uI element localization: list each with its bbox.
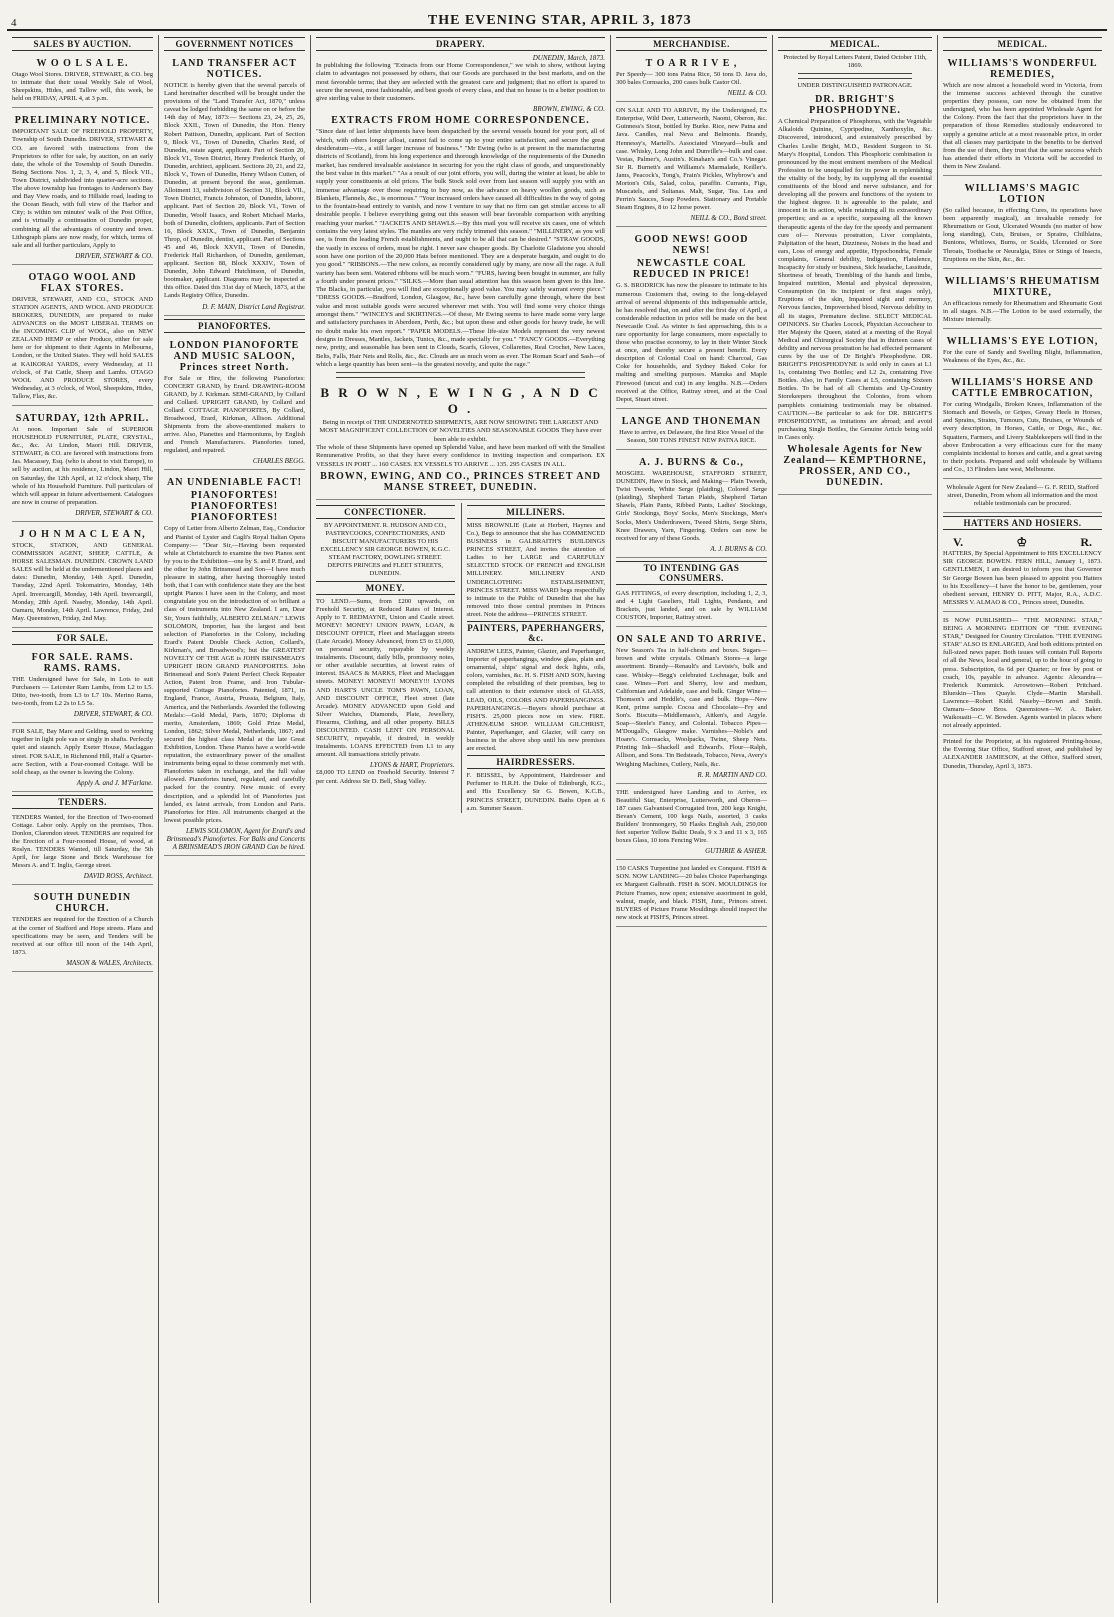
- ad-guthrie: [616, 787, 767, 861]
- ad-signature: D. F. MAIN, District Land Registrar.: [202, 302, 305, 311]
- ad-signature: BROWN, EWING, AND CO., PRINCES STREET AND MANSE STREET, DUNEDIN.: [320, 470, 601, 493]
- ad-title: W O O L S A L E.: [36, 58, 129, 69]
- ad-painters: ANDREW LEES, Painter, Glazier, and Paperhanger, Importer of paperhangings, window glass, plain and ornamental, ships' signal and deck lights, oils, colors, varnishes, &c. H. S. FISH AND SON, having completed the rebuilding of their premises, beg to call attention to their extensive stock of GLASS, LEAD, OILS, COLORS AND PAPERHANGINGS. PAPERHANGINGS.—Buyers should purchase at FISH'S. 25,000 pieces now on view. FIRE. ATHENÆUM SHOP. WILLIAM GILCHRIST, Painter, Paperhanger, and Glazier, will carry on business in the above shop until his new premises are erected.: [466, 648, 605, 753]
- ad-loan: £8,000 TO LEND on Freehold Security. Interest 7 per cent. Address Sir D. Bell, Shag Valley.: [316, 769, 455, 785]
- ad-signature: DRIVER, STEWART & CO.: [75, 508, 153, 517]
- ad-freehold-property: [12, 111, 153, 264]
- section-heading-hatters: HATTERS AND HOSIERS.: [943, 516, 1102, 530]
- ad-body: Otago Wool Stores. DRIVER, STEWART, & CO. beg to intimate that their usual Weekly Sale of Wool, Sheepskins, Hides, and Tallow will, this week, be held on FRIDAY, APRIL 4, at 3 p.m.: [12, 71, 153, 103]
- ad-body: IMPORTANT SALE OF FREEHOLD PROPERTY, Township of South Dunedin. DRIVER, STEWART & CO. are favored with instructions from the Proprietors to offer for sale, by auction, on an early date, the whole of the Township of South Dunedin. Being Sections Nos. 1, 2, 3, 4, and 5, Block VII., Town District, subdivided into quarter-acre sections. The above township has frontages to Anderson's Bay and Bay View roads, and to Hillside road, leading to the Ocean Beach, with full view of the Harbor and City; is within ten minutes' walk of the Post Office, and is virtually a continuation of Dunedin proper, combining all the advantages of country and town. Lithograph plans are now ready, for which, terms of sale and all further particulars, Apply to: [12, 128, 153, 249]
- ad-furniture-sale: [12, 409, 153, 522]
- ad-brown-ewing: [316, 381, 605, 500]
- ad-milliners: MISS BROWNLIE (Late at Herbert, Haynes and Co.), Begs to announce that she has COMMENCED BUSINESS in GALBRAITH'S BUILDINGS PRINCES STREET, And invites the attention of Ladies to her LARGE and CAREFULLY SELECTED STOCK OF FRENCH and ENGLISH MILLINERY. MILLINERY AND UNDERCLOTHING ESTABLISHMENT, PRINCES STREET. MISS WARD begs respectfully to intimate to the Public of Dunedin that she has removed into those central premises in Princes street. Note the address—PRINCES STREET.: [466, 521, 605, 618]
- section-heading-money: MONEY.: [316, 581, 455, 595]
- ad-signature: LYONS & HART, Proprietors.: [370, 761, 455, 770]
- ad-to-arrive: [616, 54, 767, 102]
- ad-piano-saloon: [164, 336, 305, 471]
- ad-body: (So called because, in effecting Cures, its operations have been apparently magical), an invaluable remedy for Rheumatism or Gout, Ulcerated Wounds (no matter of how long standing), Cuts, Bruises, or Sprains, Chilblains, Bunions, Whitlows, Burns, or Scalds, Ulcerated or Sore Throats, Toothache or Neuralgia, Bites or Stings of Insects, Eruptions on the Skin, &c., &c.: [943, 207, 1102, 263]
- ad-title: AN UNDENIABLE FACT!: [167, 477, 302, 489]
- ad-body: Which are now almost a household word in Victoria, from the immense success achieved through the curative properties they possess, can now be obtained from the undersigned, who has been appointed Wholesale Agent for the Colony. From the fact that the proprietors have in the preparation of those Remedies studiously endeavored to supply a genuine article at a most reasonable price, in order that all classes may participate in the benefits to be derived from the use of them, they trust that the same success which has attended their efforts in Victoria will be accorded to them in New Zealand.: [943, 82, 1102, 170]
- section-heading-pianofortes: PIANOFORTES.: [164, 319, 305, 333]
- ad-title: PRELIMINARY NOTICE.: [14, 115, 151, 127]
- ad-body: A Chemical Preparation of Phosphorus, with the Vegetable Alkaloids Quinine, Cypripedine, Xanthoxylin, &c. Discovered, introduced, and extensively prescribed by Charles Leslie Bright, M.D., Resident Surgeon to St. Mary's Hospital, London. This Phosphoric combination is pronounced by the most eminent members of the Medical Profession to be unequalled for its power in replenishing the vitality of the body, by its supplying all the essential constituents of the blood and nerve substance, and for developing all the powers and functions of the system to the highest degree. It is agreeable to the palate, and innocent in its action, while retaining all its extraordinary properties; and as a specific, surpassing all the known therapeutic agents of the day for the speedy and permanent cure of— Nervous prostration, Liver complaints, Palpitation of the heart, Dizziness, Noises in the head and ears, Loss of energy and appetite, Hypochondria, Female complaints, General debility, Indigestion, Flatulence, Incapacity for study or business, Sick headache, Lassitude, Shortness of breath, Trembling of the hands and limbs, Impaired nutrition, Mental and physical depression, Consumption (in its incipient or first stages only), Eruptions of the skin, Impaired sight and memory, Nervous fancies, Impoverished blood, Nervous debility in all its stages, Premature decline. SELECT MEDICAL OPINIONS. Sir Charles Locock, Physician Accoucheur to Her Majesty the Queen, stated at a meeting of the Royal Medical and Chirurgical Society that in thirteen cases of debility and nervous prostration he had effected permanent cures by the use of Dr Bright's Phosphodyne. DR. BRIGHT'S PHOSPHODYNE is sold only in cases at L1 1s, containing Two Bottles; and L2 2s, containing Five Bottles. Also, in Family Cases at L5, containing Sixteen Bottles. To be had of all Chemists and Up-Country Storekeepers throughout the Colonies, from whom pamphlets containing testimonials may be obtained. CAUTION.—Be particular to ask for DR. BRIGHT'S PHOSPHODYNE, as imitations are abroad; and avoid purchasing Single Bottles, the Genuine Article being sold in Cases only.: [778, 118, 932, 441]
- ad-body: NOTICE is hereby given that the several parcels of Land hereinafter described will be brought under the provisions of the "Land Transfer Act, 1870," unless caveat be lodged forbidding the same on or before the 14th day of May, 1873:— Sections 23, 24, 25, 26, Block XXII., Town of Dunedin, the Hon. Henry Robert Pattison, Dunedin, applicant. Part of Section 9, Block VI., Town of Dunedin, Charles Reid, of Dunedin, estate agent, applicant. Part of Section 20, Block VI., Town District, Henry Frederick Hardy, of Dunedin, architect, applicant. Sections 20, 21, and 22, Block V., Town of Dunedin, Henry Wilson Cutten, of Dunedin, at present beyond the seas, gentleman. Allotment 13, subdivision of Section 31, Block VII., Town District, Francis Johnston, of Dunedin, laborer, applicant. Part of Section 20, Block VI., Town of Dunedin, Woolf Isaacs, and Robert Michael Marks, both of Dunedin, clothiers, applicants. Part of Section 16, Block XXIX., Town of Dunedin, Benjamin Throp, of Dunedin, dentist, applicant. Part of Sections 45 and 46, Block XXVII., Town of Dunedin, Frederick Hall Richardson, of Dunedin, gentleman, applicant. Section 88, Block XXXIV., Town of Dunedin, John Edward Hutchinson, of Dunedin, bootmaker, applicant. Diagrams may be inspected at this office. Dated this 31st day of March, 1873, at the Lands Registry Office, Dunedin.: [164, 82, 305, 300]
- ad-signature: GUTHRIE & ASHER.: [705, 847, 767, 856]
- ad-body: New Season's Tea in half-chests and boxes. Sugars—brown and white crystals. Oilman's Stores—a large assortment. Brandy—Renault's and Leviste's, bulk and case. Whisky—Begg's celebrated Lochnagar, bulk and case. Wines—Port and Sherry, low and medium, Californian and Adelaide, case and bulk. Ginger Wine—Thomson's and Heddle's, case and bulk. Hops—New Kent, prime sample. Cocoa and Chocolate—Fry and Son's. Biscuits—Middlemass's, Aitken's, and Argyle. Soap—Steele's Fancy, and Colonial. Tobacco Pipes—M'Dougall's, Glasgow make. Varnishes—Noble's and Hoare's. Cornsacks, Woolpacks, Twine, Sheep Nets. Printing Ink—Shackell and Edward's. Flour—Ralph, Allison, and Sons. Tin Bedsteads, Tobacco, Neva, Avery's Weighing Machines, Cutlery, Nails, &c.: [616, 647, 767, 768]
- columns: [7, 35, 1107, 1603]
- column-government: [159, 35, 311, 1603]
- patronage-notice: UNDER DISTINGUISHED PATRONAGE.: [797, 82, 913, 90]
- ad-body: THE Undersigned have for Sale, in Lots to suit Purchasers — Leicester Ram Lambs, from L2 to L5. Ditto, two-tooth, from L3 to L7 10s. Merino Rams, two-tooth, from L2 2s to L5 5s.: [12, 675, 153, 708]
- ad-hudson: BY APPOINTMENT. R. HUDSON AND CO., PASTRYCOOKS, CONFECTIONERS, AND BISCUIT MANUFACTURERS TO HIS EXCELLENCY SIR GEORGE BOWEN, K.G.C. STEAM FACTORY, DOWLING STREET. DEPOTS PRINCES and FLEET STREETS, DUNEDIN.: [320, 521, 450, 578]
- ad-body: For curing Windgalls, Broken Knees, Inflammation of the Stomach and Bowels, or Gripes, Greasy Heels in Horses, and Sprains, Strains, Tumours, Cuts, Bruises, or Wounds of every description, in Horses, Cattle, or Dogs, &c., &c. Squatters, Farmers, and Livery Stablekeepers will find in the above Embrocation a very efficacious cure for the many complaints incidental to horses and cattle, and a great saving to their pockets. Prepared and sold wholesale by Williams and Co., 13 Flinders lane west, Melbourne.: [943, 401, 1102, 473]
- section-heading-gas: TO INTENDING GAS CONSUMERS.: [616, 561, 767, 585]
- ad-body: For Sale or Hire, the following Pianofortes: CONCERT GRAND, by Erard. DRAWING-ROOM GRAND, by J. Kirkman. SEMI-GRAND, by Collard and Collard. UPRIGHT GRAND, by Collard and Collard. COTTAGE PIANOFORTES, By Collard, Broadwood, Erard, Kirkman, Allison. Additional Shipments from the above-mentioned makers to arrive. Also, Pianettes and Harmoniums, by English and French Manufacturers. Pianofortes tuned, regulated, and repaired.: [164, 374, 305, 455]
- ad-body: THE undersigned have Landing and to Arrive, ex Beautiful Star, Enterprise, Lutterworth, and Oberon— 187 cases Galvanised Corrugated Iron, 200 kegs Knight, Bevan's Cement, 100 kegs Nails, assorted, 3 casks Builders' Ironmongery, 50 Flasks English Ash, 250,000 feet superior Yellow Baltic Deals, 9 x 3 and 11 x 3, 165 boxes Glass, 10 tons Fencing Wire.: [616, 788, 767, 845]
- ad-title: WILLIAMS'S HORSE AND CATTLE EMBROCATION,: [951, 377, 1094, 400]
- ad-body: IS NOW PUBLISHED— "THE MORNING STAR," BEING A MORNING EDITION OF "THE EVENING STAR," Designed for Country Circulation. "THE EVENING STAR" ALSO IS ENLARGED, And both editions printed on full-sized news paper. Both issues will contain Full Reports of all the News, local and general, up to the hour of going to press. Subscription, 6s 6d per Quarter; or free by post or coach, 10s, payable in advance. Agents: Alexandra—Frederick Kummick. Arrowtown—Robert Pritchard. Blueskin—Thos Quayle. Clyde—Martin Marshall. Lawrence—Robert Kidd. Naseby—Brown and Smith. Oamaru—Snow Bros. Queenstown—W. A. Baker. Waikouaiti—C. W. Bowden. Agents wanted in places where not already appointed.: [943, 616, 1102, 730]
- masthead: [7, 7, 1107, 31]
- lower-right: [461, 503, 606, 813]
- ad-body: The whole of these Shipments have opened up Splendid Value, and have been marked off with the Smallest Remunerative Profits, so that they have every confidence in inviting inspection and comparison. EX VESSELS IN PORT ... 160 CASES. EX VESSELS TO ARRIVE ... 135. 295 CASES IN ALL.: [316, 443, 605, 468]
- ad-eye-lotion: [943, 332, 1102, 370]
- ad-rheumatism: [943, 272, 1102, 329]
- section-heading-hairdressers: HAIRDRESSERS.: [467, 755, 606, 769]
- extracts-title: EXTRACTS FROM HOME CORRESPONDENCE.: [331, 115, 590, 127]
- ad-signature: A. J. BURNS & CO.: [710, 544, 767, 553]
- imprint: Printed for the Proprietor, at his registered Printing-house, the Evening Star Office, Stafford street, and published by ALEXANDER JAMIESON, at the Office, Stafford street, Dunedin, Thursday, April 3, 1873.: [943, 738, 1102, 770]
- ad-title: WILLIAMS'S MAGIC LOTION: [964, 183, 1081, 206]
- ad-wool-flax-stores: [12, 268, 153, 406]
- column-medical: [773, 35, 938, 1603]
- ad-title: OTAGO WOOL AND FLAX STORES.: [28, 271, 137, 294]
- ad-williams: [943, 54, 1102, 176]
- ad-magic-lotion: [943, 179, 1102, 269]
- ad-subtitle: PIANOFORTES! PIANOFORTES! PIANOFORTES!: [190, 490, 279, 524]
- lower-split: [316, 503, 605, 813]
- ad-signature: Wholesale Agents for New Zealand— KEMPTHORNE, PROSSER, AND CO., DUNEDIN.: [783, 444, 927, 489]
- ad-signature: Apply A. and J. M'Farlane.: [76, 778, 153, 787]
- ad-title: WILLIAMS'S WONDERFUL REMEDIES,: [947, 58, 1098, 80]
- section-heading-medical: MEDICAL.: [778, 37, 932, 51]
- ad-signature: DAVID ROSS, Architect.: [83, 872, 153, 881]
- section-heading-tenders: TENDERS.: [12, 795, 153, 809]
- section-heading-medical-2: MEDICAL.: [943, 37, 1102, 51]
- drapery-intro: In publishing the following "Extracts from our Home Correspondence," we wish to show, without laying claim to advantages not possessed by others, that our Goods are purchased in the best markets, and on the most favorable terms; that they are selected with the greatest care and judgment; that no effort is spared to secure the newest, most fashionable, and best goods of every class, and that no house is in a better position to give sterling value to their customers.: [316, 62, 605, 103]
- ad-subtitle: NEWCASTLE COAL REDUCED IN PRICE!: [632, 258, 750, 281]
- ad-signature: BROWN, EWING, & CO.: [533, 105, 605, 114]
- ad-title: SATURDAY, 12th APRIL.: [15, 413, 150, 424]
- ad-john-maclean: [12, 525, 153, 628]
- ad-fish: [616, 863, 767, 927]
- ad-signature: NEILL & CO.: [727, 89, 767, 98]
- dateline: DUNEDIN, March, 1873.: [532, 54, 605, 62]
- ad-title: GOOD NEWS! GOOD NEWS!: [634, 234, 749, 257]
- ad-phosphodyne: [778, 90, 932, 495]
- ad-body: For the cure of Sandy and Swelling Blight, Inflammation, Weakness of the Eyes, &c., &c.: [943, 348, 1102, 365]
- ad-rams: [12, 648, 153, 723]
- ad-body: Per Speedy— 300 tons Patna Rice, 50 tons D. Java do, 300 bales Cornsacks, 200 cases bulk Castor Oil.: [616, 71, 767, 87]
- section-heading-for-sale: FOR SALE.: [12, 631, 153, 645]
- page-number: 4: [11, 17, 17, 29]
- ad-body: TENDERS Wanted, for the Erection of Two-roomed Cottage. Labor only. Apply on the premises, Thos. Donlon, Clarendon street. TENDERS are required for the Erection of a Four-roomed House, of wood, at Roslyn. TENDERS Wanted, till Saturday, the 5th April, for large Stone and Brick Warehouse for Messrs A. and T. Inglis, George street.: [12, 813, 153, 870]
- royal-arms-icon: [798, 73, 912, 79]
- ad-signature: DRIVER, STEWART & CO.: [75, 251, 153, 260]
- ad-body: Copy of Letter from Alberto Zelman, Esq., Conductor and Pianist of Lyster and Cagli's Royal Italian Opera Company:— "Dear Sir,—Having been requested while at Christchurch to examine the two Pianos sent by you to the Exhibition—one by S. and P. Erard, and the other by John Brinsmead and Son—I have much pleasure in stating, after having thoroughly tested both, that I can with confidence state they are the best upright Pianos I have seen in the Colony, and most congratulate you on the introduction of so brilliant a class of instruments into New Zealand. I am, Dear Sir, Yours faithfully, ALBERTO ZELMAN." LEWIS SOLOMON, Importer, has the largest and best selection of Pianofortes in the Colony, including Erard's Patent Double Check Action, Collard's, Kirkman's, and Broadwood's; but the GREATEST NOVELTY OF THE AGE is JOHN BRINSMEAD'S UPRIGHT IRON GRAND PIANOFORTES. John Brinsmead and Son's Patent Perfect Check Repeater Action, Patent Iron Frame, and Iron Tubular-supported Cottage Pianofortes. Patented, 1871, in England, France, Austria, Prussia, Belgium, Italy, America, and the Netherlands. Awarded the following Medals:—Gold Medal, Paris, 1870; Diploma di merito, Amsterdam, 1869; Gold Prize Medal, London, 1862; Silver Medal, Netherlands, 1867; and secured the highest class Medal at the late Great Exhibition, London. These Pianos have a world-wide reputation, the extraordinary power of the smallest instruments being equal to those commonly met with. Pianofortes taken in exchange, and the full value allowed. Pianofortes tuned, regulated, and carefully packed for the country. New music of every description, and a splendid lot of Pianofortes just landed, ex latest arrivals, from London and Paris. Pianofortes for Hire. All instruments charged at the lowest possible prices.: [164, 525, 305, 824]
- cipher-v: V.: [953, 535, 964, 550]
- cipher-r: R.: [1080, 535, 1092, 550]
- ad-body: ON SALE AND TO ARRIVE, By the Undersigned, Ex Enterprise, Wild Deer, Lutterworth, Naomi, Oberon, &c. Guinness's Stout, bottled by Burke. Rice, new Patna and Java. Candles, real Neva and Belmonts. Brandy, Hennessy's, Martell's. Associated Vineyard—bulk and case. Whisky, Long John and Dunville's—bulk and case. Vestas, Palmer's, Austin's. Kinahan's and Co.'s Vinegar. Sir R. Burnett's and Williams's Marmalade, Keiller's. Jams, Peacock's, Tong's, Frain's Pickles, Whybrow's and Morton's Oils, Salad, colza, paraffin. Currants, Figs, Muscatels, and Sultanas. Malt, Sugar, Tea. Lea and Perrin's Sauces, Soap Powders. Stationary and Portable Steam Engines, 8 to 12 horse power.: [616, 107, 767, 212]
- ad-title: DR. BRIGHT'S PHOSPHODYNE.: [809, 94, 901, 117]
- patent-notice: Protected by Royal Letters Patent, Dated October 11th, 1869.: [783, 54, 927, 70]
- ad-tenders: [12, 812, 153, 886]
- ad-subtitle: Being in receipt of THE UNDERNOTED SHIPMENTS, ARE NOW SHOWING THE LARGEST AND MOST MAGNIFICENT COLLECTION OF NOVELTIES AND SEASONABLE GOODS They have ever been able to exhibit.: [319, 419, 602, 443]
- crown-icon: ♔: [1016, 535, 1028, 550]
- ad-signature: LEWIS SOLOMON, Agent for Erard's and Brinsmead's Pianofortes. For Balls and Concerts A BRINSMEAD'S IRON GRAND Can be hired.: [166, 826, 305, 851]
- ad-body: G. S. BRODRICK has now the pleasure to intimate to his numerous Customers that, owing to the long-delayed arrival of several shipments of this indispensable article, he has resolved that, on and after the first day of April, a considerable reduction in price will be made on the best Newcastle Coal. As winter is fast approaching, this is a rare opportunity for large consumers, more especially to those who practise economy, to lay in their Winter Stock at once, and thereby secure a present benefit. Every description of Colonial Coal on hand: Charcoal, Gas Coke for households, and Sydney Baked Coke for malting and smelting purposes. Manuka and Maple Firewood (uncut and cut) in any lengths. N.B.—Orders received at the Office, Rattray street, and at the Coal Depot, Stuart street.: [616, 282, 767, 403]
- ad-signature: R. R. MARTIN AND CO.: [697, 770, 767, 779]
- ad-body: At noon. Important Sale of SUPERIOR HOUSEHOLD FURNITURE, PLATE, CRYSTAL, &c., &c. At Lindon, Maori Hill. DRIVER, STEWART, & CO. are favored with instructions from Jas. Macassey, Esq. (who is about to visit Europe), to sell by auction, at his residence, Lindon, Maori Hill, on Saturday, the 12th April, at 12 o'clock sharp, The whole of his Household Furniture. Full particulars of which will appear in future advertisement. Catalogues are now in course of preparation.: [12, 426, 153, 506]
- ad-title: B R O W N , E W I N G , A N D C O .: [320, 385, 601, 417]
- ad-body: FOR SALE, Bay Mare and Gelding, used to working together in light pole van or singly in shafts. Perfectly quiet and staunch. Apply Exeter House, Maclaggan street. FOR SALE, in Richmond Hill, Half a Quarter-acre Section, with a Four-roomed Cottage. Will be sold cheap, as the owner is leaving the Colony.: [12, 728, 153, 776]
- ad-title: LAND TRANSFER ACT NOTICES.: [172, 58, 297, 80]
- ad-title: T O A R R I V E ,: [645, 58, 738, 69]
- ad-gas-fittings: [616, 588, 767, 627]
- ad-church-tender: [12, 888, 153, 971]
- ad-body: Wholesale Agent for New Zealand— G. F. REID, Stafford street, Dunedin, From whom all information and the most reliable testimonials can be procured.: [946, 484, 1099, 508]
- ad-body: HATTERS, By Special Appointment to HIS EXCELLENCY SIR GEORGE BOWEN. FERN HILL, January 1, 1873. GENTLEMEN, I am desired to inform you that Governor Sir George Bowen has been pleased to appoint you Hatters to his Excellency—I have the honor to be, gentlemen, your obedient servant, HENRY D. PITT, Major, R.A., A.D.C. MESSRS V. ALMAO & CO., Princes street, Dunedin.: [943, 550, 1102, 606]
- ad-morning-star: [943, 615, 1102, 735]
- ad-signature: NEILL & CO., Bond street.: [690, 214, 767, 223]
- ad-title: ON SALE AND TO ARRIVE.: [616, 634, 767, 646]
- ad-hairdresser: F. BEISSEL, by Appointment, Hairdresser and Perfumer to H.R.H. the Duke of Edinburgh, K.G., and His Excellency Sir G. Bowen, K.C.B., PRINCES STREET, DUNEDIN. Baths Open at 6 a.m. Summer Season.: [466, 772, 605, 812]
- ad-title: WILLIAMS'S EYE LOTION,: [946, 335, 1099, 347]
- ad-wool-sale: [12, 54, 153, 108]
- ad-burns: [616, 453, 767, 558]
- column-medical-2: [938, 35, 1107, 1603]
- ad-embrocation: [943, 373, 1102, 479]
- column-auctions: [7, 35, 159, 1603]
- divider-rule: [336, 372, 585, 378]
- ad-title: LANGE AND THONEMAN: [621, 415, 762, 427]
- royal-cipher: [943, 535, 1102, 550]
- ad-lange: [616, 412, 767, 450]
- section-heading-auctions: SALES BY AUCTION.: [12, 37, 153, 51]
- lower-left: [316, 503, 455, 813]
- newspaper-page: [7, 7, 1107, 1603]
- ad-martin: [616, 630, 767, 783]
- section-heading-milliners: MILLINERS.: [467, 505, 606, 519]
- ad-body: TENDERS are required for the Erection of a Church at the corner of Stafford and Hope streets. Plans and specifications may be seen, and Tenders will be received at our office till noon of the 14th April, 1873.: [12, 916, 153, 956]
- newspaper-title: THE EVENING STAR, APRIL 3, 1873: [427, 13, 692, 28]
- ad-body: MOSGIEL WAREHOUSE, STAFFORD STREET, DUNEDIN, Have in Stock, and Making— Plain Tweeds, Twist Tweeds, White Serge (plaiding), Colored Serge (plaiding), Shepherd Tartan Plaids, Shepherd Tartan Shawls, Plain Pants, Ribbed Pants, Ladies' Stockings, Girls' Stockings, Boys' Socks, Men's Stockings, Men's Socks, Men's Underdrawers, Tweed Shirts, Serge Shirts, Knee Drawers, Yarn, Fingering. Orders can now be received for any of these Goods.: [616, 470, 767, 542]
- ad-horses-section: [12, 726, 153, 792]
- section-heading-confectioner: CONFECTIONER.: [316, 505, 455, 519]
- ad-body: An efficacious remedy for Rheumatism and Rheumatic Gout in all stages. N.B.—The Lotion to be used externally, the Mixture internally.: [943, 299, 1102, 323]
- ad-signature: DRIVER, STEWART, & CO.: [73, 710, 153, 719]
- ad-signature: MASON & WALES, Architects.: [66, 958, 153, 967]
- ad-title: A. J. BURNS & Co.,: [639, 457, 744, 468]
- ad-body: GAS FITTINGS, of every description, including 1, 2, 3, and 4 Light Gaseliers, Hall Lights, Pendants, and Brackets, just landed, and on sale by WILLIAM COUSTON, Importer, Rattray street.: [616, 589, 767, 622]
- ad-undeniable-fact: [164, 473, 305, 855]
- ad-land-transfer: [164, 54, 305, 316]
- ad-title: LONDON PIANOFORTE AND MUSIC SALOON, Princes street North.: [169, 339, 300, 373]
- ad-body: DRIVER, STEWART, AND CO., STOCK AND STATION AGENTS, AND WOOL AND PRODUCE BROKERS, DUNEDIN, are prepared to make ADVANCES on the MOST LIBERAL TERMS on the INCOMING CLIP of WOOL, also on NEW ZEALAND HEMP or other Produce, either for sale here or for shipment to their Agents in Melbourne, London, or the United States. They will hold SALES at KAIKORAI YARDS, every Wednesday, at 11 o'clock, of Fat Cattle, Sheep and Lambs. OTAGO WOOL AND PRODUCE STORES, every Wednesday, at 3 o'clock, of Wool, Sheepskins, Hides, Tallow, Flax, &c.: [12, 295, 153, 400]
- ad-body: STOCK, STATION, AND GENERAL COMMISSION AGENT, SHEEP, CATTLE, & HORSE SALESMAN. DUNEDIN. CROWN LAND SALES will be held at the undermentioned places and dates: Dunedin, Monday, 14th April. Dunedin, Tuesday, 22nd April. Tokomairiro, Monday, 14th April. Invercargill, Monday, 14th April. Invercargill, Monday, 28th April. Naseby, Monday, 14th April. Oamaru, Monday, 14th April. Lawrence, Friday, 2nd May. Queenstown, Friday, 2nd May.: [12, 541, 153, 622]
- ad-body: Have to arrive, ex Delaware, the first Rice Vessel of the Season, 500 TONS FINEST NEW PATNA RICE.: [619, 428, 764, 444]
- ad-good-news: [616, 230, 767, 408]
- ad-signature: CHARLES BEGG.: [252, 457, 305, 466]
- ad-reid: [943, 482, 1102, 513]
- section-heading-drapery: DRAPERY.: [316, 37, 605, 51]
- column-merchandise: [611, 35, 773, 1603]
- extracts-body: "Since date of last letter shipments have been despatched by the several vessels bound for your port, all of which, with others longer afloat, cannot fail to come up to your entire satisfaction, and secure the great desideratum—viz., a still larger increase of business." "Mr Ewing (who is at present in the manufacturing districts of Scotland), from his long experience and thorough knowledge of the requirements of the Dunedin market, has rendered invaluable assistance in securing for you the right class of goods, and unquestionably the best value in this market." "As a result of our joint efforts, you will, during the winter at least, be able to supply your constituents at old prices. The bulk Stock sold over from last season will supply you with an immense advantage over those requiring to buy now, as the advance on heavy woollen goods, such as Blankets, Flannels, &c., is enormous." "Your increased orders have caused all difficulties in the way of going to the fountain-head entirely to vanish, and now I venture to say that no firm can get similar access to all desirable people. I believe everything going out this season will bear favorable comparison with anything reaching your market." "JACKETS AND SHAWLS.—By this mail you will receive six cases, one of which contains the very latest styles. The mantles are very richly trimmed this season." "MILLINERY, as you will see, is from the leading French establishments, and ought to be all that can be desired." "STRAW GOODS, the vastly in excess of orders, must be right. I never saw cheaper goods. By Charlotte Gladstone you should soon have one portion of the 20,000 Hats before mentioned. They are a desperate bargain, and ought to do you good." "RIBBONS.—The new colors, as recently considered ugly by many, are now all the rage. A full variety has been sent. Watered ribbons will be much worn." "FURS, having been bought in summer, are fully a fourth under present prices." "SILKS.—More than usual attention has this season been given to this line. The Blacks, in particular, you will find are exceptionally good value. You may safely warrant every piece." "DRESS GOODS.—Bradford, London, Glasgow, &c., have been carefully gone through, where the best value and most suitable goods were secured wherever met with. You will find some very choice things amongst them." "WINCEYS and SKIRTINGS.—Of these, Mr Ewing seems to have made some very large and satisfactory purchases in Aberdeen, Perth, &c.; but upon these and other goods for heavy trade, he will no doubt make his own report." "PAPER MODELS.—These life-size Models represent the very newest designs in Dresses, Mantles, Jackets, Tunics, &c., made specially for you." "FANCY GOODS.—Everything new, pretty, and seasonable has been sent in Clouds, Scarfs, Gloves, Collarettes, Real Crochet, New Laces, Belts, Falls, Hair Nets and Rolls, &c., &c. Clouds are as much worn as ever. The Roman Scarf and Sash—of which a large quantity has been sent—is the greatest novelty, and quite the rage.": [316, 128, 605, 368]
- section-heading-painters: PAINTERS, PAPERHANGERS, &c.: [467, 623, 605, 643]
- ad-title: WILLIAMS'S RHEUMATISM MIXTURE,: [944, 275, 1101, 298]
- column-drapery: [311, 35, 611, 1603]
- section-heading-government: GOVERNMENT NOTICES: [164, 37, 305, 51]
- ad-hatters: [943, 533, 1102, 612]
- ad-body: 150 CASKS Turpentine just landed ex Conquest. FISH & SON. NOW LANDING—20 bales Choice Paperhangings ex Margaret Galbraith. FISH & SON. MOULDINGS for Picture Frames, now open; extensive assortment in gold, walnut, maple, and black. FISH, Junr., Princes street. BUYERS of Picture Frame Mouldings should inspect the new stock at FISH'S, Princes street.: [616, 865, 767, 921]
- ad-title: J O H N M A C L E A N,: [19, 528, 146, 540]
- ad-money: TO LEND.—Sums, from £200 upwards, on Freehold Security, at Reduced Rates of Interest. Apply to T. REDMAYNE, Union and Castle street. MONEY! MONEY! UNION PAWN, LOAN, & DISCOUNT OFFICE, Fleet and Maclaggan streets (Late Arcade). Money Advanced, from £5 to £1,000, on personal security, repayable by weekly instalments. Discount, daily bills, promissory notes, or other available securities, at lowest rates of interest. ISAACS & MARKS, Fleet and Maclaggan streets. MONEY! MONEY!! MONEY!!! LYONS AND HART'S UNCLE TOM'S PAWN, LOAN, AND DISCOUNT OFFICE, Fleet street (late Arcade). MONEY ADVANCED upon Gold and Silver Watches, Diamonds, Plate, Jewellery, Firearms, Clothing, and all other property. BILLS DISCOUNTED. CASH LENT ON PERSONAL SECURITY, repayable, if desired, in weekly instalments. LOANS EFFECTED from L1 to any amount. All transactions strictly private.: [316, 597, 455, 759]
- ad-title: SOUTH DUNEDIN CHURCH.: [33, 892, 132, 915]
- ad-neill-sale: [616, 105, 767, 227]
- section-heading-merchandise: MERCHANDISE.: [616, 37, 767, 51]
- ad-title: FOR SALE. RAMS. RAMS. RAMS.: [31, 651, 134, 674]
